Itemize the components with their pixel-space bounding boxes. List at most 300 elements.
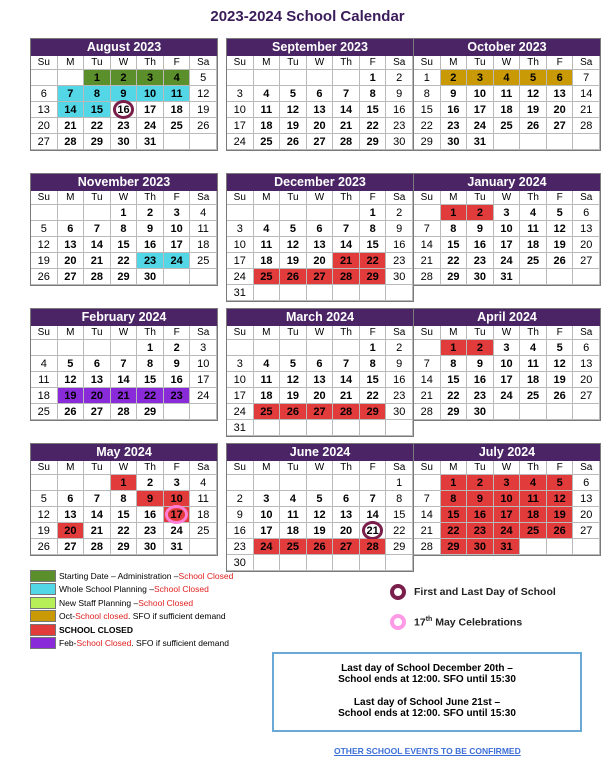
day-cell: 24 (254, 539, 281, 555)
weekday-label: Tu (84, 191, 111, 205)
day-cell: 25 (190, 523, 217, 539)
day-cell: 6 (58, 491, 85, 507)
events-link[interactable]: OTHER SCHOOL EVENTS TO BE CONFIRMED (334, 746, 521, 756)
day-cell: 2 (467, 475, 494, 491)
day-cell: 23 (137, 523, 164, 539)
day-cell: 11 (520, 221, 547, 237)
day-cell: 2 (386, 340, 413, 356)
empty-cell (227, 70, 254, 86)
day-cell: 27 (333, 539, 360, 555)
day-cell: 9 (441, 86, 468, 102)
day-cell: 15 (360, 102, 387, 118)
day-cell: 31 (227, 420, 254, 436)
day-cell: 6 (547, 70, 574, 86)
key-label: First and Last Day of School (414, 586, 556, 598)
day-cell: 13 (307, 237, 334, 253)
weekday-label: F (360, 326, 387, 340)
day-cell: 3 (467, 70, 494, 86)
day-cell: 22 (360, 388, 387, 404)
empty-cell (333, 340, 360, 356)
day-cell: 28 (414, 539, 441, 555)
day-cell: 11 (254, 372, 281, 388)
day-cell: 17 (190, 372, 217, 388)
weekday-label: M (441, 56, 468, 70)
day-cell: 12 (520, 86, 547, 102)
day-cell: 5 (280, 356, 307, 372)
empty-cell (386, 555, 413, 571)
day-cell: 10 (137, 86, 164, 102)
day-cell: 28 (414, 269, 441, 285)
weekday-label: Su (414, 461, 441, 475)
day-cell: 26 (190, 118, 217, 134)
day-cell: 15 (386, 507, 413, 523)
legend-text: Whole School Planning – (59, 584, 154, 595)
day-cell: 31 (164, 539, 191, 555)
cyan-swatch (30, 583, 56, 595)
key-may17 (390, 610, 556, 634)
day-cell: 13 (307, 102, 334, 118)
day-cell: 21 (414, 388, 441, 404)
day-cell: 24 (227, 134, 254, 150)
day-cell: 11 (190, 491, 217, 507)
weekday-label: Tu (467, 461, 494, 475)
weekday-label: Tu (84, 56, 111, 70)
day-cell: 30 (137, 269, 164, 285)
day-cell: 11 (254, 102, 281, 118)
day-cell: 2 (164, 340, 191, 356)
day-cell: 2 (111, 70, 138, 86)
day-cell: 7 (333, 86, 360, 102)
day-cell: 22 (137, 388, 164, 404)
day-cell: 30 (137, 539, 164, 555)
day-cell: 19 (547, 372, 574, 388)
day-cell: 6 (573, 205, 600, 221)
empty-cell (307, 285, 334, 301)
day-cell: 19 (31, 253, 58, 269)
empty-cell (494, 134, 521, 150)
empty-cell (494, 404, 521, 420)
day-cell: 12 (547, 356, 574, 372)
weekday-label: Tu (280, 191, 307, 205)
day-cell: 3 (227, 221, 254, 237)
day-cell: 24 (494, 253, 521, 269)
month-block (413, 38, 601, 151)
day-cell: 2 (386, 70, 413, 86)
empty-cell (31, 205, 58, 221)
weekday-label: Tu (467, 56, 494, 70)
day-cell: 24 (467, 118, 494, 134)
day-cell: 30 (467, 269, 494, 285)
weekday-label: F (547, 191, 574, 205)
day-cell: 28 (84, 269, 111, 285)
day-cell: 13 (573, 356, 600, 372)
weekday-label: F (360, 191, 387, 205)
empty-cell (227, 475, 254, 491)
empty-cell (280, 205, 307, 221)
day-cell: 8 (441, 491, 468, 507)
day-cell: 10 (494, 356, 521, 372)
day-cell: 19 (547, 237, 574, 253)
day-cell: 18 (280, 523, 307, 539)
empty-cell (307, 205, 334, 221)
month-block (413, 308, 601, 421)
weekday-label: F (164, 191, 191, 205)
empty-cell (227, 205, 254, 221)
day-cell: 20 (573, 507, 600, 523)
month-block (226, 308, 414, 437)
day-cell: 9 (386, 356, 413, 372)
weekday-label: M (254, 461, 281, 475)
month-title: September 2023 (227, 39, 413, 56)
empty-cell (386, 420, 413, 436)
month-block (226, 173, 414, 302)
empty-cell (386, 285, 413, 301)
day-cell: 4 (190, 205, 217, 221)
day-cell: 28 (333, 269, 360, 285)
day-cell: 20 (547, 102, 574, 118)
day-cell: 19 (31, 523, 58, 539)
empty-cell (333, 555, 360, 571)
month-title: January 2024 (414, 174, 600, 191)
day-cell: 13 (307, 372, 334, 388)
day-cell: 15 (441, 237, 468, 253)
red-swatch (30, 624, 56, 636)
day-cell: 5 (547, 340, 574, 356)
weekday-label: W (494, 326, 521, 340)
day-cell: 5 (31, 221, 58, 237)
day-cell: 17 (227, 388, 254, 404)
day-cell: 19 (547, 507, 574, 523)
weekday-label: W (494, 461, 521, 475)
day-cell: 4 (520, 205, 547, 221)
weekday-label: Sa (190, 326, 217, 340)
day-cell: 11 (520, 356, 547, 372)
day-cell: 18 (254, 388, 281, 404)
day-cell: 25 (190, 253, 217, 269)
day-cell: 14 (573, 86, 600, 102)
weekday-label: W (494, 56, 521, 70)
day-cell: 2 (441, 70, 468, 86)
legend-text: Oct- (59, 611, 76, 622)
legend-item (30, 610, 233, 624)
day-cell: 20 (307, 118, 334, 134)
day-cell: 8 (360, 86, 387, 102)
purple-swatch (30, 637, 56, 649)
day-cell: 22 (84, 118, 111, 134)
day-cell: 16 (227, 523, 254, 539)
empty-cell (573, 539, 600, 555)
day-cell: 21 (333, 388, 360, 404)
day-cell: 13 (58, 507, 85, 523)
day-cell: 22 (111, 523, 138, 539)
day-cell: 13 (573, 221, 600, 237)
empty-cell (280, 420, 307, 436)
day-cell: 29 (441, 539, 468, 555)
day-cell: 15 (360, 372, 387, 388)
legend-item (30, 596, 233, 610)
day-cell: 3 (164, 475, 191, 491)
day-cell: 29 (137, 404, 164, 420)
day-cell: 26 (547, 523, 574, 539)
day-cell: 20 (58, 523, 85, 539)
day-cell: 2 (467, 340, 494, 356)
empty-cell (254, 70, 281, 86)
legend-text: New Staff Planning – (59, 597, 139, 608)
day-cell: 3 (227, 86, 254, 102)
day-cell: 13 (84, 372, 111, 388)
day-cell: 16 (467, 507, 494, 523)
empty-cell (547, 134, 574, 150)
empty-cell (58, 70, 85, 86)
day-cell: 30 (386, 269, 413, 285)
day-cell: 7 (84, 491, 111, 507)
day-cell: 21 (111, 388, 138, 404)
empty-cell (190, 134, 217, 150)
day-cell: 1 (414, 70, 441, 86)
empty-cell (254, 340, 281, 356)
day-cell: 10 (227, 372, 254, 388)
day-cell: 1 (137, 340, 164, 356)
day-cell: 25 (494, 118, 521, 134)
day-cell: 7 (414, 491, 441, 507)
empty-cell (227, 340, 254, 356)
empty-cell (573, 134, 600, 150)
month-block (413, 443, 601, 556)
note-line: Last day of School December 20th – (341, 663, 513, 674)
day-cell: 17 (494, 372, 521, 388)
day-cell: 4 (254, 356, 281, 372)
day-cell: 17 (164, 507, 191, 523)
pink-circle-icon (390, 614, 406, 630)
key-first-last (390, 580, 556, 604)
day-cell: 14 (360, 507, 387, 523)
day-cell: 31 (467, 134, 494, 150)
empty-cell (31, 340, 58, 356)
day-cell: 24 (494, 388, 521, 404)
day-cell: 11 (164, 86, 191, 102)
weekday-label: M (441, 461, 468, 475)
month-title: June 2024 (227, 444, 413, 461)
maroon-circle-icon (390, 584, 406, 600)
day-cell: 20 (573, 237, 600, 253)
empty-cell (333, 475, 360, 491)
day-cell: 22 (441, 253, 468, 269)
legend-red-text: School Closed (138, 597, 194, 608)
weekday-label: Su (414, 191, 441, 205)
empty-cell (414, 475, 441, 491)
weekday-label: M (441, 191, 468, 205)
day-cell: 10 (164, 221, 191, 237)
day-cell: 23 (386, 118, 413, 134)
day-cell: 21 (414, 253, 441, 269)
weekday-label: Sa (573, 461, 600, 475)
day-cell: 14 (111, 372, 138, 388)
day-cell: 15 (111, 237, 138, 253)
day-cell: 15 (84, 102, 111, 118)
day-cell: 8 (414, 86, 441, 102)
day-cell: 12 (190, 86, 217, 102)
weekday-label: W (111, 326, 138, 340)
legend-item (30, 623, 233, 637)
day-cell: 25 (254, 404, 281, 420)
empty-cell (414, 340, 441, 356)
day-cell: 2 (386, 205, 413, 221)
weekday-label: W (307, 191, 334, 205)
empty-cell (520, 404, 547, 420)
day-cell: 22 (360, 118, 387, 134)
empty-cell (58, 475, 85, 491)
day-cell: 20 (307, 253, 334, 269)
day-cell: 16 (137, 237, 164, 253)
day-cell: 18 (520, 507, 547, 523)
day-cell: 9 (227, 507, 254, 523)
key-label: 17th May Celebrations (414, 615, 523, 629)
day-cell: 8 (441, 221, 468, 237)
day-cell: 5 (307, 491, 334, 507)
day-cell: 14 (414, 372, 441, 388)
day-cell: 11 (280, 507, 307, 523)
notes-box (272, 652, 582, 732)
day-cell: 4 (520, 475, 547, 491)
day-cell: 20 (333, 523, 360, 539)
empty-cell (111, 340, 138, 356)
weekday-label: Tu (467, 191, 494, 205)
day-cell: 13 (333, 507, 360, 523)
empty-cell (280, 555, 307, 571)
legend-text-after: . SFO if sufficient demand (127, 611, 226, 622)
circle-key (390, 580, 556, 634)
weekday-label: Tu (280, 326, 307, 340)
empty-cell (573, 269, 600, 285)
day-cell: 12 (307, 507, 334, 523)
weekday-label: Sa (190, 191, 217, 205)
empty-cell (573, 404, 600, 420)
day-cell: 18 (31, 388, 58, 404)
day-cell: 31 (227, 285, 254, 301)
day-cell: 24 (164, 523, 191, 539)
day-cell: 17 (254, 523, 281, 539)
day-cell: 26 (58, 404, 85, 420)
empty-cell (190, 404, 217, 420)
day-cell: 9 (137, 491, 164, 507)
weekday-label: Sa (573, 326, 600, 340)
day-cell: 1 (111, 205, 138, 221)
day-cell: 12 (547, 491, 574, 507)
weekday-label: F (360, 56, 387, 70)
day-cell: 26 (280, 404, 307, 420)
weekday-label: Tu (84, 461, 111, 475)
day-cell: 1 (441, 475, 468, 491)
day-cell: 20 (84, 388, 111, 404)
day-cell: 6 (31, 86, 58, 102)
day-cell: 23 (164, 388, 191, 404)
day-cell: 5 (280, 86, 307, 102)
empty-cell (84, 475, 111, 491)
legend-text-after: . SFO if sufficient demand (131, 638, 229, 649)
day-cell: 30 (467, 539, 494, 555)
day-cell: 8 (137, 356, 164, 372)
month-block (226, 443, 414, 572)
day-cell: 6 (573, 475, 600, 491)
day-cell: 6 (333, 491, 360, 507)
legend-text: SCHOOL CLOSED (59, 624, 133, 635)
day-cell: 19 (307, 523, 334, 539)
legend-text: Feb- (59, 638, 77, 649)
month-title: December 2023 (227, 174, 413, 191)
day-cell: 28 (111, 404, 138, 420)
day-cell: 23 (137, 253, 164, 269)
day-cell: 26 (31, 539, 58, 555)
weekday-label: Sa (190, 56, 217, 70)
day-cell: 14 (84, 507, 111, 523)
note-line: School ends at 12:00. SFO until 15:30 (338, 708, 516, 719)
day-cell: 3 (254, 491, 281, 507)
day-cell: 14 (333, 372, 360, 388)
day-cell: 1 (441, 205, 468, 221)
day-cell: 14 (333, 237, 360, 253)
day-cell: 8 (441, 356, 468, 372)
day-cell: 11 (254, 237, 281, 253)
weekday-label: Th (333, 191, 360, 205)
empty-cell (31, 475, 58, 491)
empty-cell (360, 285, 387, 301)
weekday-label: F (547, 326, 574, 340)
weekday-label: M (254, 326, 281, 340)
day-cell: 6 (307, 356, 334, 372)
weekday-label: Su (414, 56, 441, 70)
day-cell: 25 (254, 269, 281, 285)
day-cell: 23 (111, 118, 138, 134)
day-cell: 16 (137, 507, 164, 523)
weekday-label: Th (520, 461, 547, 475)
day-cell: 4 (280, 491, 307, 507)
month-title: February 2024 (31, 309, 217, 326)
day-cell: 29 (414, 134, 441, 150)
empty-cell (58, 205, 85, 221)
weekday-label: Tu (280, 56, 307, 70)
day-cell: 10 (494, 491, 521, 507)
day-cell: 11 (190, 221, 217, 237)
day-cell: 18 (164, 102, 191, 118)
day-cell: 16 (386, 372, 413, 388)
empty-cell (254, 420, 281, 436)
day-cell: 15 (414, 102, 441, 118)
day-cell: 18 (190, 507, 217, 523)
day-cell: 17 (494, 237, 521, 253)
month-title: March 2024 (227, 309, 413, 326)
weekday-label: Sa (386, 56, 413, 70)
day-cell: 18 (520, 237, 547, 253)
day-cell: 29 (84, 134, 111, 150)
day-cell: 7 (333, 356, 360, 372)
day-cell: 28 (58, 134, 85, 150)
weekday-label: F (547, 461, 574, 475)
month-title: August 2023 (31, 39, 217, 56)
legend (30, 569, 233, 650)
day-cell: 14 (58, 102, 85, 118)
day-cell: 4 (254, 86, 281, 102)
day-cell: 3 (494, 205, 521, 221)
day-cell: 27 (547, 118, 574, 134)
day-cell: 7 (360, 491, 387, 507)
day-cell: 25 (31, 404, 58, 420)
month-block (30, 173, 218, 286)
day-cell: 28 (333, 404, 360, 420)
day-cell: 3 (164, 205, 191, 221)
day-cell: 16 (111, 102, 138, 118)
day-cell: 24 (137, 118, 164, 134)
weekday-label: Sa (573, 56, 600, 70)
